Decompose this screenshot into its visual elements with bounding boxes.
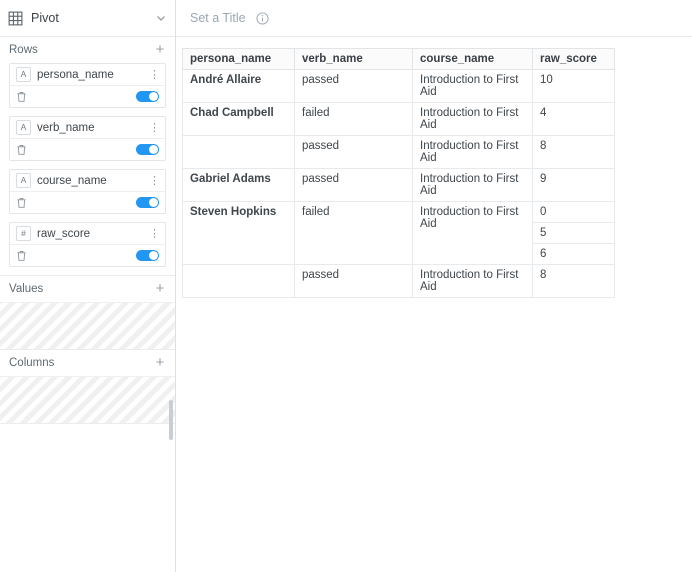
cell-raw-score: 8 xyxy=(533,265,615,298)
cell-verb-name: passed xyxy=(295,169,413,202)
pivot-sidebar xyxy=(0,0,176,572)
field-name-label: verb_name xyxy=(37,121,95,134)
field-name-label: course_name xyxy=(37,174,107,187)
field-type-badge: A xyxy=(16,120,31,135)
field-controls xyxy=(10,245,165,266)
column-header-raw-score[interactable]: raw_score xyxy=(533,49,615,70)
field-row[interactable] xyxy=(10,64,165,86)
field-card-verb-name xyxy=(9,116,166,161)
cell-course-name: Introduction to First Aid xyxy=(413,265,533,298)
sidebar-scrollbar[interactable] xyxy=(169,400,173,440)
cell-course-name: Introduction to First Aid xyxy=(413,136,533,169)
section-values xyxy=(0,276,175,350)
cell-raw-score: 0 xyxy=(533,202,615,223)
pivot-table-icon xyxy=(8,11,23,26)
table-row xyxy=(183,103,615,136)
values-dropzone[interactable] xyxy=(0,302,175,349)
section-header-values xyxy=(0,276,175,302)
field-type-badge: # xyxy=(16,226,31,241)
section-header-rows xyxy=(0,37,175,63)
field-menu-icon[interactable]: ⋮ xyxy=(149,121,160,134)
field-enabled-toggle[interactable] xyxy=(136,250,159,261)
field-controls xyxy=(10,192,165,213)
chevron-down-icon[interactable] xyxy=(155,12,167,24)
field-type-badge: A xyxy=(16,173,31,188)
main-header xyxy=(176,0,692,37)
field-type-badge: A xyxy=(16,67,31,82)
cell-verb-name: passed xyxy=(295,265,413,298)
table-row xyxy=(183,202,615,223)
main-panel xyxy=(176,0,692,572)
column-header-verb-name[interactable]: verb_name xyxy=(295,49,413,70)
field-menu-icon[interactable]: ⋮ xyxy=(149,227,160,240)
add-column-field-button[interactable]: + xyxy=(155,354,165,371)
cell-course-name: Introduction to First Aid xyxy=(413,202,533,265)
cell-raw-score: 10 xyxy=(533,70,615,103)
columns-dropzone[interactable] xyxy=(0,376,175,423)
field-row[interactable] xyxy=(10,117,165,139)
field-card-raw-score xyxy=(9,222,166,267)
cell-verb-name: passed xyxy=(295,136,413,169)
cell-raw-score: 4 xyxy=(533,103,615,136)
add-row-field-button[interactable]: + xyxy=(155,41,165,58)
delete-field-icon[interactable] xyxy=(16,250,27,262)
delete-field-icon[interactable] xyxy=(16,197,27,209)
cell-course-name: Introduction to First Aid xyxy=(413,70,533,103)
section-rows xyxy=(0,37,175,276)
cell-verb-name: failed xyxy=(295,202,413,265)
section-title-values: Values xyxy=(9,283,44,295)
field-enabled-toggle[interactable] xyxy=(136,144,159,155)
cell-verb-name: failed xyxy=(295,103,413,136)
cell-persona-name xyxy=(183,265,295,298)
cell-raw-score: 8 xyxy=(533,136,615,169)
cell-persona-name: André Allaire xyxy=(183,70,295,103)
table-row xyxy=(183,169,615,202)
section-title-columns: Columns xyxy=(9,357,55,369)
cell-verb-name: passed xyxy=(295,70,413,103)
cell-persona-name: Steven Hopkins xyxy=(183,202,295,265)
cell-course-name: Introduction to First Aid xyxy=(413,169,533,202)
field-enabled-toggle[interactable] xyxy=(136,197,159,208)
field-row[interactable] xyxy=(10,170,165,192)
field-name-label: persona_name xyxy=(37,68,114,81)
pivot-table-container xyxy=(176,37,692,298)
column-header-persona-name[interactable]: persona_name xyxy=(183,49,295,70)
add-value-field-button[interactable]: + xyxy=(155,280,165,297)
pivot-title: Pivot xyxy=(31,11,59,25)
cell-persona-name: Chad Campbell xyxy=(183,103,295,136)
title-input[interactable]: Set a Title xyxy=(190,11,246,25)
cell-course-name: Introduction to First Aid xyxy=(413,103,533,136)
field-row[interactable] xyxy=(10,223,165,245)
cell-raw-score: 6 xyxy=(533,244,615,265)
section-header-columns xyxy=(0,350,175,376)
column-header-course-name[interactable]: course_name xyxy=(413,49,533,70)
sidebar-header[interactable] xyxy=(0,0,175,37)
cell-persona-name xyxy=(183,136,295,169)
field-card-course-name xyxy=(9,169,166,214)
field-menu-icon[interactable]: ⋮ xyxy=(149,68,160,81)
cell-raw-score: 9 xyxy=(533,169,615,202)
field-controls xyxy=(10,139,165,160)
cell-raw-score: 5 xyxy=(533,223,615,244)
section-columns xyxy=(0,350,175,424)
table-header-row xyxy=(183,49,615,70)
cell-persona-name: Gabriel Adams xyxy=(183,169,295,202)
table-row xyxy=(183,70,615,103)
field-enabled-toggle[interactable] xyxy=(136,91,159,102)
field-name-label: raw_score xyxy=(37,227,91,240)
field-menu-icon[interactable]: ⋮ xyxy=(149,174,160,187)
field-controls xyxy=(10,86,165,107)
section-title-rows: Rows xyxy=(9,44,38,56)
field-card-persona-name xyxy=(9,63,166,108)
table-row xyxy=(183,265,615,298)
pivot-table xyxy=(182,48,615,298)
delete-field-icon[interactable] xyxy=(16,91,27,103)
info-icon[interactable] xyxy=(256,12,269,25)
delete-field-icon[interactable] xyxy=(16,144,27,156)
table-row xyxy=(183,136,615,169)
